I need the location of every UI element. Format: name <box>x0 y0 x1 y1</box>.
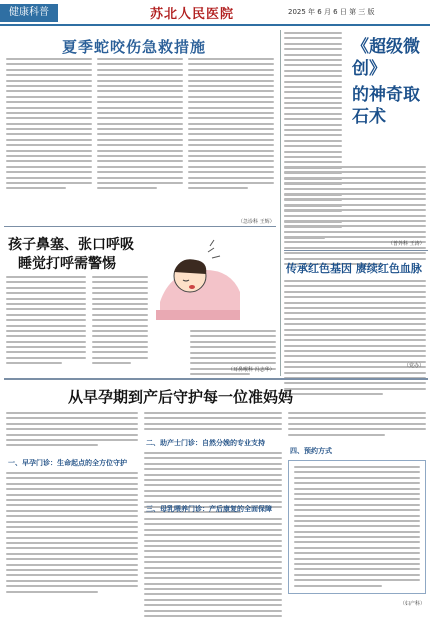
tcm-title-1: 《超级微创》 <box>352 37 420 79</box>
appointment-box <box>288 460 426 594</box>
appointment-info <box>294 466 420 587</box>
snakebite-col-1 <box>6 58 92 189</box>
postpartum-right-top <box>288 412 426 436</box>
issue-info: 2025 年 6 月 6 日 第 三 版 <box>288 8 375 16</box>
snoring-credit: （耳鼻喉科 冯志华） <box>228 367 275 373</box>
postpartum-title: 从早孕期到产后守护每一位准妈妈 <box>68 388 294 406</box>
postpartum-subtitle-4: 四、预约方式 <box>290 447 332 455</box>
column-divider <box>280 30 281 376</box>
divider <box>284 250 428 251</box>
snoring-title-1: 孩子鼻塞、张口呼吸 <box>8 237 134 253</box>
snakebite-credit: （急诊科 王辉） <box>238 219 275 225</box>
snoring-col-2 <box>92 276 148 364</box>
header-rule <box>0 24 430 26</box>
snoring-title-2: 睡觉打呼需警惕 <box>18 256 116 272</box>
postpartum-subtitle-1: 一、早孕门诊：生命起点的全方位守护 <box>8 459 127 467</box>
postpartum-intro <box>6 412 138 446</box>
snakebite-title: 夏季蛇咬伤急救措施 <box>62 38 207 56</box>
snakebite-col-3 <box>188 58 274 189</box>
divider <box>4 378 428 380</box>
postpartum-mid-top <box>144 412 282 430</box>
tcm-credit: （普外科 王涛） <box>388 241 425 247</box>
divider <box>4 226 276 227</box>
postpartum-subtitle-3: 三、母乳喂养门诊：产后康复的全面保障 <box>146 505 272 513</box>
snoring-col-1 <box>6 276 86 364</box>
snakebite-col-2 <box>97 58 183 189</box>
postpartum-subtitle-2: 二、助产士门诊：自然分娩的专业支持 <box>146 439 265 447</box>
genetics-title: 传承红色基因 赓续红色血脉 <box>286 262 422 275</box>
postpartum-section-1 <box>6 472 138 593</box>
sleeping-child-illustration <box>150 232 246 324</box>
postpartum-section-3 <box>144 518 282 617</box>
newspaper-masthead: 苏北人民医院 <box>150 7 235 22</box>
tcm-title-2: 的神奇取石术 <box>352 85 420 127</box>
section-tab: 健康科普 <box>0 4 58 22</box>
genetics-credit: （党办） <box>404 363 425 369</box>
postpartum-credit: （妇产科） <box>400 601 426 607</box>
